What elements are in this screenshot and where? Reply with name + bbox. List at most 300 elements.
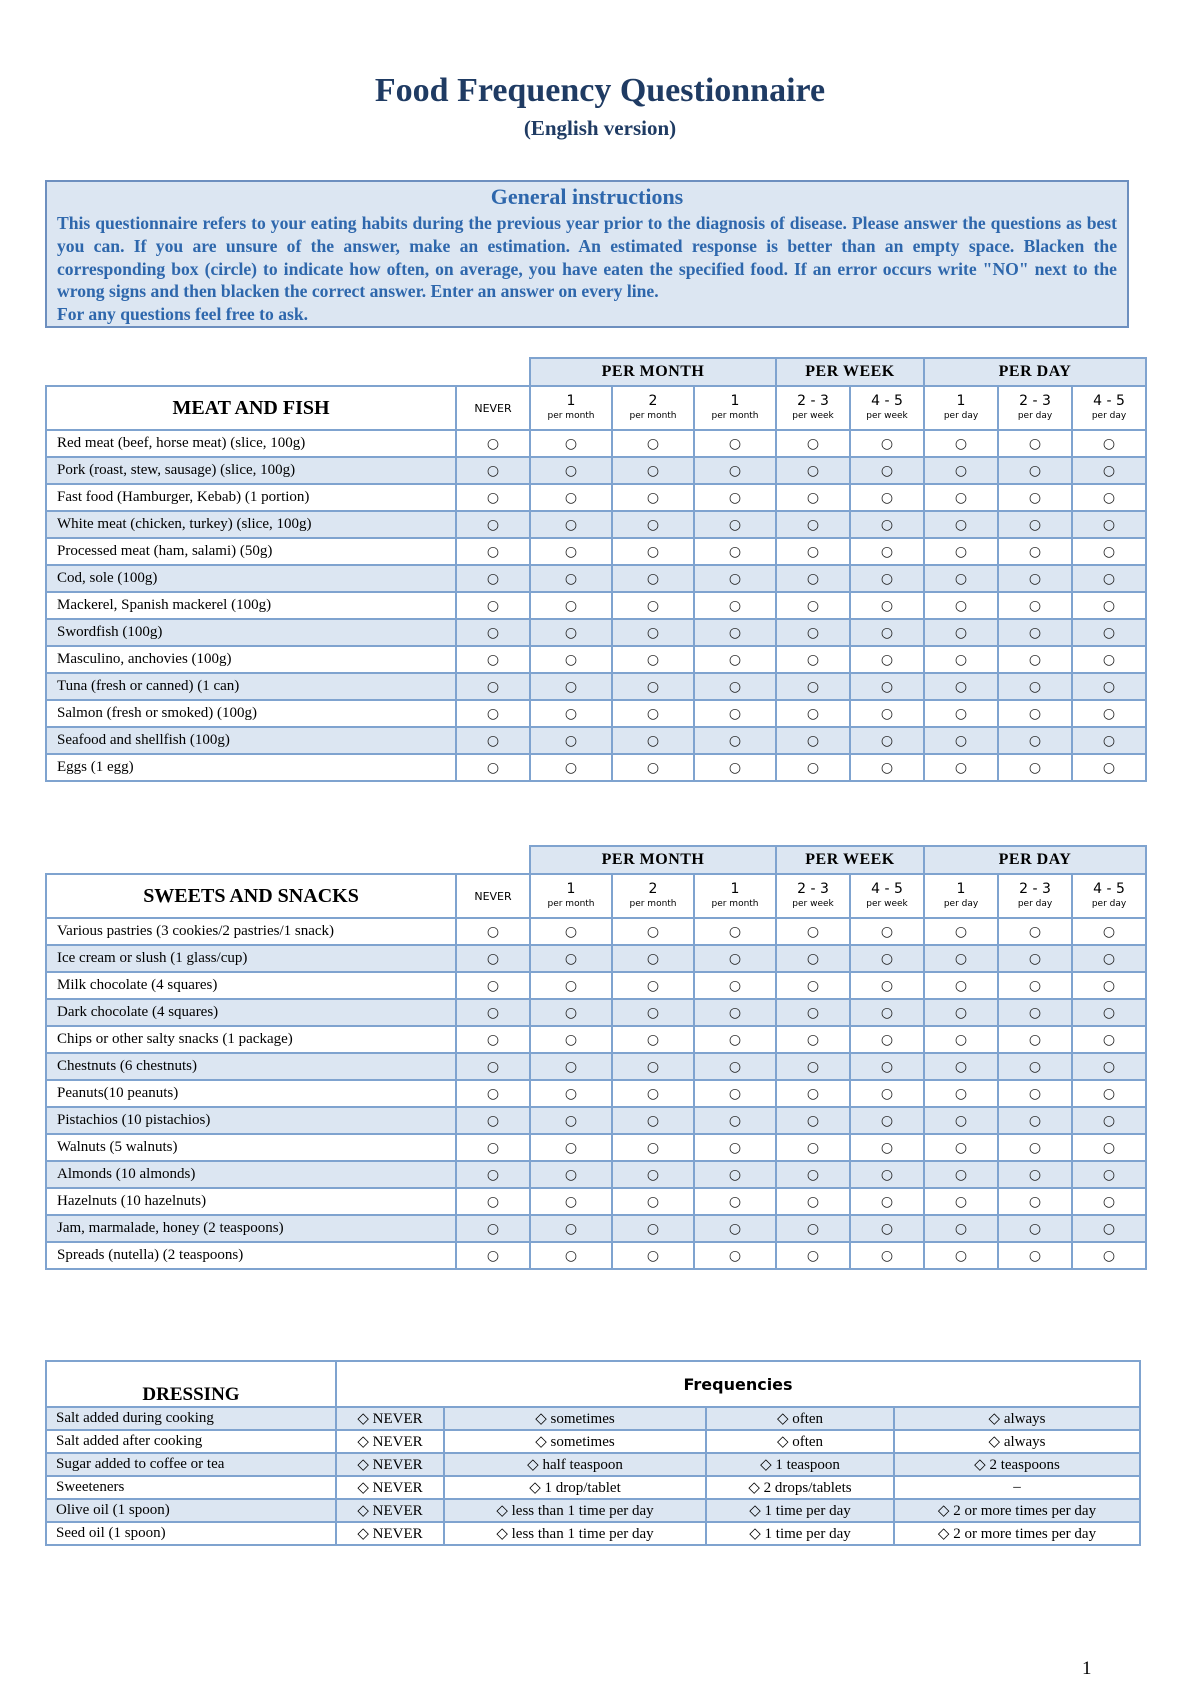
frequency-radio[interactable]: ○ (850, 1053, 924, 1080)
frequency-radio[interactable]: ○ (776, 1242, 850, 1269)
dressing-option[interactable]: ◇ 1 teaspoon (706, 1453, 894, 1476)
frequency-radio[interactable]: ○ (694, 1134, 776, 1161)
frequency-radio[interactable]: ○ (530, 511, 612, 538)
frequency-radio[interactable]: ○ (776, 1026, 850, 1053)
food-item-label: Red meat (beef, horse meat) (slice, 100g) (46, 430, 456, 457)
frequency-radio[interactable]: ○ (694, 673, 776, 700)
frequency-radio[interactable]: ○ (612, 1107, 694, 1134)
freq-unit: per week (792, 411, 834, 421)
frequency-radio[interactable]: ○ (924, 457, 998, 484)
frequency-radio[interactable]: ○ (530, 945, 612, 972)
freq-unit: per month (629, 899, 677, 909)
frequency-radio[interactable]: ○ (456, 1161, 530, 1188)
frequency-radio[interactable]: ○ (998, 1107, 1072, 1134)
freq-unit: per month (547, 411, 595, 421)
frequency-radio[interactable]: ○ (850, 457, 924, 484)
frequency-radio[interactable]: ○ (776, 1188, 850, 1215)
frequency-radio[interactable]: ○ (850, 565, 924, 592)
frequency-radio[interactable]: ○ (776, 457, 850, 484)
frequency-radio[interactable]: ○ (850, 646, 924, 673)
frequency-radio[interactable]: ○ (776, 1053, 850, 1080)
frequency-radio[interactable]: ○ (1072, 727, 1146, 754)
frequency-radio[interactable]: ○ (924, 511, 998, 538)
dressing-option[interactable]: ◇ 2 or more times per day (894, 1522, 1140, 1545)
frequency-radio[interactable]: ○ (850, 1080, 924, 1107)
frequency-radio[interactable]: ○ (530, 999, 612, 1026)
frequency-radio[interactable]: ○ (998, 1026, 1072, 1053)
dressing-option[interactable]: ◇ 2 teaspoons (894, 1453, 1140, 1476)
frequency-radio[interactable]: ○ (456, 565, 530, 592)
frequency-radio[interactable]: ○ (530, 1215, 612, 1242)
frequency-radio[interactable]: ○ (530, 1053, 612, 1080)
freq-header (694, 386, 776, 430)
frequency-radio[interactable]: ○ (1072, 1080, 1146, 1107)
frequency-radio[interactable]: ○ (612, 1080, 694, 1107)
frequency-radio[interactable]: ○ (456, 999, 530, 1026)
frequency-radio[interactable]: ○ (924, 727, 998, 754)
frequency-radio[interactable]: ○ (694, 538, 776, 565)
frequency-radio[interactable]: ○ (998, 1080, 1072, 1107)
frequency-radio[interactable]: ○ (694, 1188, 776, 1215)
frequency-radio[interactable]: ○ (924, 1026, 998, 1053)
frequency-radio[interactable]: ○ (850, 1026, 924, 1053)
frequency-radio[interactable]: ○ (776, 511, 850, 538)
freq-unit: per week (866, 411, 908, 421)
frequency-radio[interactable]: ○ (530, 972, 612, 999)
per-day-header: PER DAY (924, 846, 1146, 874)
frequency-radio[interactable]: ○ (850, 999, 924, 1026)
frequency-radio[interactable]: ○ (1072, 592, 1146, 619)
frequency-radio[interactable]: ○ (776, 1107, 850, 1134)
dressing-option[interactable]: ◇ NEVER (336, 1499, 444, 1522)
freq-count: 1 (730, 881, 740, 897)
frequency-radio[interactable]: ○ (456, 619, 530, 646)
frequency-radio[interactable]: ○ (776, 484, 850, 511)
dressing-option[interactable]: ◇ often (706, 1430, 894, 1453)
frequency-radio[interactable]: ○ (998, 918, 1072, 945)
sweets-snacks-row (46, 945, 1146, 972)
food-item-label: Chestnuts (6 chestnuts) (46, 1053, 456, 1080)
frequency-radio[interactable]: ○ (924, 1134, 998, 1161)
frequency-radio[interactable]: ○ (694, 918, 776, 945)
frequency-radio[interactable]: ○ (612, 646, 694, 673)
frequency-radio[interactable]: ○ (850, 673, 924, 700)
frequency-radio[interactable]: ○ (924, 1107, 998, 1134)
frequency-radio[interactable]: ○ (924, 1161, 998, 1188)
frequency-radio[interactable]: ○ (530, 1107, 612, 1134)
frequency-radio[interactable]: ○ (924, 1242, 998, 1269)
frequency-radio[interactable]: ○ (998, 972, 1072, 999)
dressing-option[interactable]: ◇ sometimes (444, 1430, 706, 1453)
frequency-radio[interactable]: ○ (776, 945, 850, 972)
dressing-option[interactable]: ◇ sometimes (444, 1407, 706, 1430)
frequency-radio[interactable]: ○ (694, 457, 776, 484)
frequency-radio[interactable]: ○ (776, 1215, 850, 1242)
frequency-radio[interactable]: ○ (1072, 565, 1146, 592)
frequency-radio[interactable]: ○ (924, 538, 998, 565)
frequency-radio[interactable]: ○ (456, 972, 530, 999)
frequency-radio[interactable]: ○ (924, 1215, 998, 1242)
frequency-radio[interactable]: ○ (530, 592, 612, 619)
frequency-radio[interactable]: ○ (694, 1026, 776, 1053)
sweets-snacks-row (46, 1215, 1146, 1242)
freq-count: 2 (648, 393, 658, 409)
frequency-radio[interactable]: ○ (998, 565, 1072, 592)
frequency-radio[interactable]: ○ (998, 673, 1072, 700)
frequency-radio[interactable]: ○ (998, 538, 1072, 565)
dressing-option[interactable]: ◇ NEVER (336, 1476, 444, 1499)
frequency-radio[interactable]: ○ (998, 592, 1072, 619)
frequency-radio[interactable]: ○ (456, 1134, 530, 1161)
freq-unit: per month (711, 411, 759, 421)
frequency-radio[interactable]: ○ (612, 972, 694, 999)
frequency-radio[interactable]: ○ (998, 999, 1072, 1026)
frequency-radio[interactable]: ○ (612, 727, 694, 754)
frequency-radio[interactable]: ○ (694, 619, 776, 646)
frequency-radio[interactable]: ○ (456, 457, 530, 484)
frequency-radio[interactable]: ○ (612, 565, 694, 592)
frequency-radio[interactable]: ○ (612, 619, 694, 646)
section-header-row (46, 874, 1146, 918)
frequency-radio[interactable]: ○ (456, 754, 530, 781)
frequency-radio[interactable]: ○ (1072, 457, 1146, 484)
frequency-radio[interactable]: ○ (1072, 972, 1146, 999)
frequency-radio[interactable]: ○ (850, 727, 924, 754)
dressing-option[interactable]: ◇ NEVER (336, 1407, 444, 1430)
frequency-radio[interactable]: ○ (776, 700, 850, 727)
frequency-radio[interactable]: ○ (850, 754, 924, 781)
frequency-radio[interactable]: ○ (456, 646, 530, 673)
frequency-radio[interactable]: ○ (998, 484, 1072, 511)
freq-unit: per day (1091, 411, 1127, 421)
frequency-radio[interactable]: ○ (456, 700, 530, 727)
frequency-radio[interactable]: ○ (530, 430, 612, 457)
frequency-radio[interactable]: ○ (924, 619, 998, 646)
sweets-snacks-row (46, 1134, 1146, 1161)
frequency-radio[interactable]: ○ (530, 700, 612, 727)
page-title: Food Frequency Questionnaire (374, 72, 826, 109)
dressing-item-label: Sweeteners (46, 1476, 336, 1499)
dressing-option[interactable]: ◇ often (706, 1407, 894, 1430)
frequency-radio[interactable]: ○ (998, 727, 1072, 754)
frequency-radio[interactable]: ○ (456, 1080, 530, 1107)
frequency-radio[interactable]: ○ (1072, 1107, 1146, 1134)
frequency-radio[interactable]: ○ (456, 430, 530, 457)
frequency-radio[interactable]: ○ (530, 754, 612, 781)
dressing-option[interactable]: ◇ NEVER (336, 1522, 444, 1545)
frequency-radio[interactable]: ○ (456, 592, 530, 619)
frequency-radio[interactable]: ○ (998, 457, 1072, 484)
dressing-option[interactable]: ◇ 2 drops/tablets (706, 1476, 894, 1499)
frequency-radio[interactable]: ○ (612, 700, 694, 727)
frequency-radio[interactable]: ○ (924, 565, 998, 592)
frequency-radio[interactable]: ○ (694, 1053, 776, 1080)
frequency-radio[interactable]: ○ (776, 1080, 850, 1107)
frequency-radio[interactable]: ○ (850, 1242, 924, 1269)
freq-count: 1 (956, 393, 966, 409)
frequency-radio[interactable]: ○ (1072, 999, 1146, 1026)
frequency-radio[interactable]: ○ (612, 1242, 694, 1269)
frequency-radio[interactable]: ○ (530, 918, 612, 945)
frequency-radio[interactable]: ○ (456, 1188, 530, 1215)
frequency-radio[interactable]: ○ (776, 754, 850, 781)
dressing-option[interactable]: ◇ 1 drop/tablet (444, 1476, 706, 1499)
frequency-radio[interactable]: ○ (612, 999, 694, 1026)
frequency-radio[interactable]: ○ (612, 511, 694, 538)
frequency-radio[interactable]: ○ (776, 430, 850, 457)
frequency-radio[interactable]: ○ (694, 1242, 776, 1269)
frequency-radio[interactable]: ○ (1072, 1242, 1146, 1269)
frequency-radio[interactable]: ○ (694, 646, 776, 673)
frequency-radio[interactable]: ○ (694, 700, 776, 727)
frequency-radio[interactable]: ○ (530, 538, 612, 565)
frequency-radio[interactable]: ○ (776, 1161, 850, 1188)
meat-fish-row (46, 457, 1146, 484)
frequency-radio[interactable]: ○ (850, 619, 924, 646)
frequency-radio[interactable]: ○ (776, 646, 850, 673)
frequency-radio[interactable]: ○ (776, 673, 850, 700)
frequency-radio[interactable]: ○ (1072, 754, 1146, 781)
sweets-snacks-row (46, 1107, 1146, 1134)
frequency-radio[interactable]: ○ (776, 565, 850, 592)
frequency-radio[interactable]: ○ (530, 1026, 612, 1053)
frequency-radio[interactable]: ○ (1072, 673, 1146, 700)
frequency-radio[interactable]: ○ (924, 430, 998, 457)
freq-header (776, 874, 850, 918)
frequency-radio[interactable]: ○ (924, 592, 998, 619)
frequency-radio[interactable]: ○ (530, 565, 612, 592)
frequency-radio[interactable]: ○ (924, 700, 998, 727)
frequency-radio[interactable]: ○ (456, 538, 530, 565)
sweets-snacks-row (46, 1188, 1146, 1215)
frequency-radio[interactable]: ○ (776, 918, 850, 945)
frequency-radio[interactable]: ○ (998, 754, 1072, 781)
frequency-radio[interactable]: ○ (694, 1107, 776, 1134)
frequency-radio[interactable]: ○ (1072, 646, 1146, 673)
frequency-radio[interactable]: ○ (998, 1242, 1072, 1269)
frequency-radio[interactable]: ○ (850, 1107, 924, 1134)
frequency-radio[interactable]: ○ (456, 1107, 530, 1134)
frequency-radio[interactable]: ○ (850, 1134, 924, 1161)
frequency-radio[interactable]: ○ (776, 999, 850, 1026)
frequency-radio[interactable]: ○ (1072, 1161, 1146, 1188)
frequency-radio[interactable]: ○ (694, 754, 776, 781)
frequency-radio[interactable]: ○ (612, 673, 694, 700)
freq-header (694, 874, 776, 918)
frequency-radio[interactable]: ○ (998, 1134, 1072, 1161)
frequency-radio[interactable]: ○ (694, 592, 776, 619)
frequency-radio[interactable]: ○ (612, 457, 694, 484)
frequency-radio[interactable]: ○ (776, 1134, 850, 1161)
frequency-radio[interactable]: ○ (850, 430, 924, 457)
frequency-radio[interactable]: ○ (1072, 1026, 1146, 1053)
dressing-option[interactable]: ◇ less than 1 time per day (444, 1522, 706, 1545)
frequency-radio[interactable]: ○ (456, 918, 530, 945)
frequency-radio[interactable]: ○ (924, 1080, 998, 1107)
frequency-radio[interactable]: ○ (850, 972, 924, 999)
frequency-radio[interactable]: ○ (1072, 1188, 1146, 1215)
frequency-radio[interactable]: ○ (1072, 918, 1146, 945)
frequency-radio[interactable]: ○ (530, 619, 612, 646)
frequency-radio[interactable]: ○ (456, 673, 530, 700)
frequency-radio[interactable]: ○ (998, 511, 1072, 538)
frequency-radio[interactable]: ○ (694, 945, 776, 972)
frequency-radio[interactable]: ○ (694, 727, 776, 754)
frequency-radio[interactable]: ○ (998, 619, 1072, 646)
frequency-radio[interactable]: ○ (998, 1215, 1072, 1242)
blank-cell (46, 846, 530, 874)
frequency-radio[interactable]: ○ (530, 1161, 612, 1188)
frequency-radio[interactable]: ○ (612, 918, 694, 945)
sweets-snacks-row (46, 1053, 1146, 1080)
dressing-option[interactable]: ◇ 2 or more times per day (894, 1499, 1140, 1522)
frequency-radio[interactable]: ○ (924, 945, 998, 972)
frequency-radio[interactable]: ○ (850, 945, 924, 972)
frequency-radio[interactable]: ○ (998, 646, 1072, 673)
frequency-radio[interactable]: ○ (694, 565, 776, 592)
frequency-radio[interactable]: ○ (850, 592, 924, 619)
frequency-radio[interactable]: ○ (850, 511, 924, 538)
frequency-radio[interactable]: ○ (924, 972, 998, 999)
frequency-radio[interactable]: ○ (530, 1188, 612, 1215)
frequency-radio[interactable]: ○ (694, 999, 776, 1026)
frequency-radio[interactable]: ○ (776, 972, 850, 999)
freq-unit: per month (629, 411, 677, 421)
dressing-option[interactable]: ◇ always (894, 1407, 1140, 1430)
frequency-radio[interactable]: ○ (850, 538, 924, 565)
frequency-radio[interactable]: ○ (456, 511, 530, 538)
frequency-radio[interactable]: ○ (456, 727, 530, 754)
dressing-option[interactable]: ◇ NEVER (336, 1430, 444, 1453)
freq-header (924, 386, 998, 430)
frequency-radio[interactable]: ○ (924, 646, 998, 673)
frequency-radio[interactable]: ○ (850, 918, 924, 945)
frequency-radio[interactable]: ○ (1072, 619, 1146, 646)
frequency-radio[interactable]: ○ (924, 1188, 998, 1215)
dressing-option[interactable]: ◇ NEVER (336, 1453, 444, 1476)
freq-count: 2 - 3 (1019, 393, 1051, 409)
frequency-radio[interactable]: ○ (694, 1080, 776, 1107)
frequency-radio[interactable]: ○ (530, 727, 612, 754)
frequency-radio[interactable]: ○ (1072, 945, 1146, 972)
frequency-radio[interactable]: ○ (924, 918, 998, 945)
frequency-radio[interactable]: ○ (612, 430, 694, 457)
frequency-radio[interactable]: ○ (694, 972, 776, 999)
frequency-radio[interactable]: ○ (1072, 484, 1146, 511)
frequency-radio[interactable]: ○ (612, 1161, 694, 1188)
frequency-radio[interactable]: ○ (530, 484, 612, 511)
food-item-label: Various pastries (3 cookies/2 pastries/1 snack) (46, 918, 456, 945)
frequency-radio[interactable]: ○ (694, 430, 776, 457)
frequency-radio[interactable]: ○ (850, 1161, 924, 1188)
frequency-radio[interactable]: ○ (612, 1215, 694, 1242)
dressing-option[interactable]: ◇ half teaspoon (444, 1453, 706, 1476)
frequency-radio[interactable]: ○ (456, 484, 530, 511)
freq-count: 4 - 5 (871, 393, 903, 409)
frequency-radio[interactable]: ○ (456, 1242, 530, 1269)
frequency-radio[interactable]: ○ (612, 754, 694, 781)
frequency-radio[interactable]: ○ (530, 457, 612, 484)
frequency-radio[interactable]: ○ (530, 673, 612, 700)
frequency-radio[interactable]: ○ (924, 673, 998, 700)
freq-header (924, 874, 998, 918)
frequency-radio[interactable]: ○ (1072, 430, 1146, 457)
frequency-radio[interactable]: ○ (998, 1053, 1072, 1080)
frequency-radio[interactable]: ○ (776, 538, 850, 565)
frequency-radio[interactable]: ○ (924, 484, 998, 511)
meat-fish-table (45, 357, 1147, 782)
sweets-snacks-row (46, 918, 1146, 945)
frequency-radio[interactable]: ○ (776, 592, 850, 619)
frequency-radio[interactable]: ○ (612, 538, 694, 565)
meat-fish-row (46, 727, 1146, 754)
freq-unit: per month (711, 899, 759, 909)
frequency-radio[interactable]: ○ (612, 945, 694, 972)
frequency-radio[interactable]: ○ (924, 999, 998, 1026)
frequency-radio[interactable]: ○ (850, 1188, 924, 1215)
frequency-radio[interactable]: ○ (530, 1134, 612, 1161)
dressing-option[interactable]: ◇ less than 1 time per day (444, 1499, 706, 1522)
frequency-radio[interactable]: ○ (850, 1215, 924, 1242)
frequency-radio[interactable]: ○ (456, 945, 530, 972)
frequency-radio[interactable]: ○ (612, 592, 694, 619)
freq-count: 4 - 5 (871, 881, 903, 897)
frequency-radio[interactable]: ○ (612, 1053, 694, 1080)
frequency-radio[interactable]: ○ (694, 1161, 776, 1188)
dressing-option[interactable]: ◇ always (894, 1430, 1140, 1453)
frequency-radio[interactable]: ○ (530, 1080, 612, 1107)
frequency-radio[interactable]: ○ (850, 484, 924, 511)
dressing-option[interactable]: ◇ 1 time per day (706, 1522, 894, 1545)
frequency-radio[interactable]: ○ (456, 1026, 530, 1053)
frequencies-header: Frequencies (336, 1361, 1140, 1407)
dressing-option[interactable]: ◇ 1 time per day (706, 1499, 894, 1522)
frequency-radio[interactable]: ○ (1072, 1134, 1146, 1161)
dressing-item-label: Salt added after cooking (46, 1430, 336, 1453)
frequency-radio[interactable]: ○ (612, 1188, 694, 1215)
frequency-radio[interactable]: ○ (998, 1188, 1072, 1215)
frequency-radio[interactable]: ○ (1072, 511, 1146, 538)
frequency-radio[interactable]: ○ (1072, 700, 1146, 727)
food-item-label: Hazelnuts (10 hazelnuts) (46, 1188, 456, 1215)
dressing-table (45, 1360, 1141, 1546)
frequency-radio[interactable]: ○ (924, 754, 998, 781)
frequency-radio[interactable]: ○ (530, 1242, 612, 1269)
freq-count: 4 - 5 (1093, 881, 1125, 897)
frequency-radio[interactable]: ○ (456, 1215, 530, 1242)
frequency-radio[interactable]: ○ (998, 945, 1072, 972)
frequency-radio[interactable]: ○ (694, 484, 776, 511)
frequency-radio[interactable]: ○ (998, 430, 1072, 457)
frequency-radio[interactable]: ○ (1072, 1053, 1146, 1080)
frequency-radio[interactable]: ○ (530, 646, 612, 673)
frequency-radio[interactable]: ○ (998, 1161, 1072, 1188)
frequency-radio[interactable]: ○ (456, 1053, 530, 1080)
frequency-radio[interactable]: ○ (998, 700, 1072, 727)
frequency-radio[interactable]: ○ (612, 1026, 694, 1053)
frequency-radio[interactable]: ○ (1072, 538, 1146, 565)
frequency-radio[interactable]: ○ (694, 511, 776, 538)
frequency-radio[interactable]: ○ (776, 727, 850, 754)
frequency-radio[interactable]: ○ (694, 1215, 776, 1242)
frequency-radio[interactable]: ○ (924, 1053, 998, 1080)
frequency-radio[interactable]: ○ (1072, 1215, 1146, 1242)
frequency-radio[interactable]: ○ (776, 619, 850, 646)
frequency-radio[interactable]: ○ (612, 484, 694, 511)
meat-fish-row (46, 700, 1146, 727)
frequency-radio[interactable]: ○ (850, 700, 924, 727)
frequency-radio[interactable]: ○ (612, 1134, 694, 1161)
